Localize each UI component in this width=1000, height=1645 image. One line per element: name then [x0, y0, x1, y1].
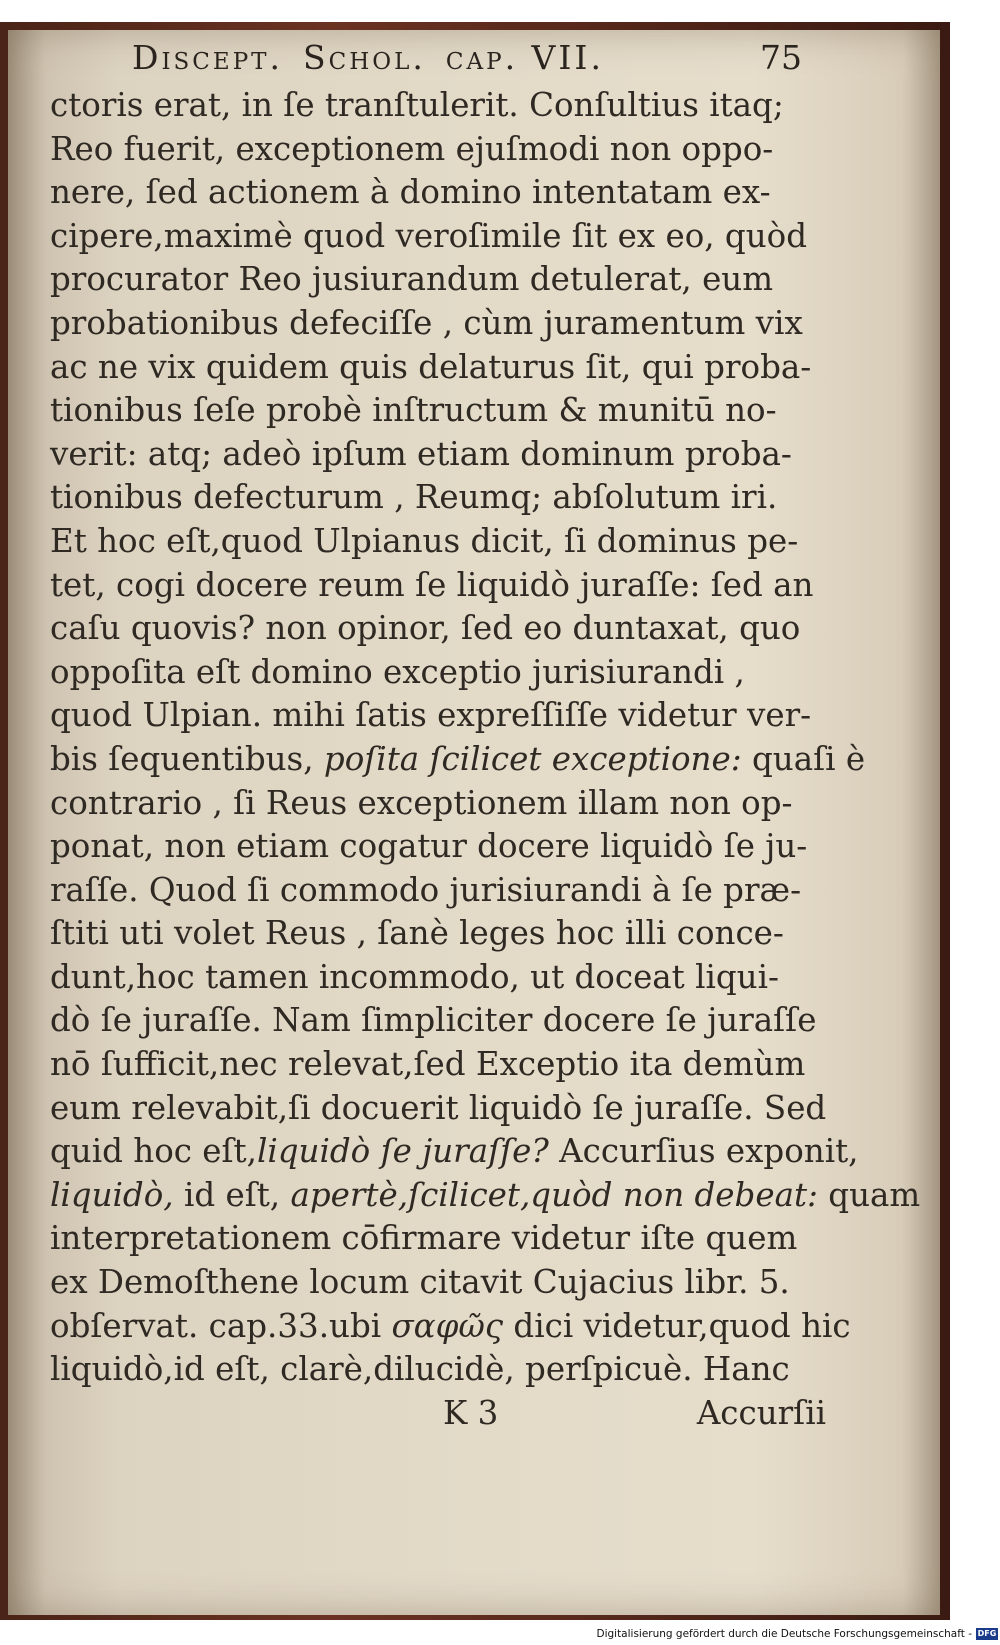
text-line — [50, 1217, 820, 1261]
page-number: 75 — [760, 38, 802, 77]
text-line — [50, 258, 820, 302]
digitization-credit — [580, 1625, 998, 1643]
text-segment: interpretationem cōfirmare videtur iſte quem — [50, 1219, 798, 1258]
text-segment: oppoſita eſt domino exceptio jurisiurandi , — [50, 652, 745, 691]
text-line — [50, 84, 820, 128]
text-segment: contrario , ſi Reus exceptionem illam non op- — [50, 783, 793, 822]
italic-segment: liquidò ſe juraſſe? — [256, 1132, 549, 1171]
text-segment: Et hoc eſt,quod Ulpianus dicit, ſi dominus pe- — [50, 521, 799, 560]
text-line — [50, 1174, 921, 1218]
text-line — [50, 1348, 820, 1392]
catchword: Accurſii — [696, 1394, 826, 1432]
text-line — [50, 346, 820, 390]
text-segment: ctoris erat, in ſe tranſtulerit. Conſultius itaq; — [50, 86, 784, 124]
text-segment: ac ne vix quidem quis delaturus ſit, qui proba- — [50, 347, 812, 386]
text-segment: Accurſius exponit, — [548, 1132, 859, 1171]
text-line — [50, 476, 820, 520]
running-header-part2: Schol. — [303, 38, 426, 77]
text-segment: nō ſufficit,nec relevat,ſed Exceptio ita demùm — [50, 1045, 806, 1084]
text-line — [50, 520, 820, 564]
text-line — [50, 912, 820, 956]
text-line — [50, 1043, 820, 1087]
text-segment: tet, cogi docere reum ſe liquidò juraſſe: ſed an — [50, 565, 814, 604]
text-line — [50, 999, 820, 1043]
text-line — [50, 128, 820, 172]
text-segment: tionibus defecturum , Reumq; abſolutum iri. — [50, 478, 778, 517]
italic-segment: σαφῶς — [391, 1306, 504, 1345]
text-line — [50, 389, 820, 433]
italic-segment: liquidò, — [50, 1175, 174, 1214]
text-segment: probationibus defeciſſe , cùm juramentum vix — [50, 303, 803, 342]
text-line — [50, 825, 820, 869]
text-line — [50, 607, 820, 651]
body-text — [50, 84, 921, 1392]
running-header-part3: cap. VII. — [445, 38, 604, 77]
text-line — [50, 738, 866, 782]
running-header — [132, 38, 832, 84]
text-line — [50, 433, 820, 477]
text-segment: liquidò,id eſt, clarè,dilucidè, perſpicuè. Hanc — [50, 1350, 790, 1389]
text-line — [50, 869, 820, 913]
running-header-part1: Discept. — [132, 38, 283, 77]
text-line — [50, 1261, 820, 1305]
text-segment: raſſe. Quod ſi commodo jurisiurandi à ſe præ- — [50, 870, 802, 909]
text-segment: nere, ſed actionem à domino intentatam ex- — [50, 173, 771, 212]
text-segment: dici videtur,quod hic — [503, 1306, 851, 1345]
text-line — [50, 302, 820, 346]
text-line — [50, 651, 820, 695]
text-line — [50, 694, 820, 738]
text-line — [50, 1130, 859, 1174]
text-segment: ex Demoſthene locum citavit Cujacius libr. 5. — [50, 1263, 790, 1302]
text-segment: quod Ulpian. mihi ſatis expreſſiſſe videtur ver- — [50, 696, 812, 735]
text-segment: ponat, non etiam cogatur docere liquidò ſe ju- — [50, 827, 808, 866]
text-line — [50, 215, 820, 259]
text-segment: bis ſequentibus, — [50, 739, 324, 778]
text-line — [50, 956, 820, 1000]
text-segment: procurator Reo jusiurandum detulerat, eum — [50, 260, 774, 299]
text-segment: verit: atq; adeò ipſum etiam dominum proba- — [50, 434, 792, 473]
text-segment: quaſi è — [741, 739, 866, 778]
text-line — [50, 782, 820, 826]
text-line — [50, 171, 820, 215]
text-segment: ſtiti uti volet Reus , ſanè leges hoc illi conce- — [50, 914, 784, 953]
text-segment: id eſt, — [173, 1175, 291, 1214]
text-segment: dunt,hoc tamen incommodo, ut doceat liqui- — [50, 957, 779, 996]
text-segment: obſervat. cap.33.ubi — [50, 1306, 392, 1345]
text-segment: dò ſe juraſſe. Nam ſimpliciter docere ſe juraſſe — [50, 1001, 817, 1040]
text-segment: quam — [817, 1175, 921, 1214]
page-footer — [50, 1394, 826, 1440]
text-segment: caſu quovis? non opinor, ſed eo duntaxat, quo — [50, 609, 801, 648]
text-segment: Reo fuerit, exceptionem ejuſmodi non oppo- — [50, 129, 774, 168]
dfg-logo-icon: DFG — [977, 1629, 997, 1638]
italic-segment: poſita ſcilicet exceptione: — [323, 739, 742, 778]
text-segment: quid hoc eſt, — [50, 1132, 257, 1171]
text-line — [50, 1305, 851, 1349]
text-segment: cipere,maximè quod veroſimile ſit ex eo, quòd — [50, 216, 808, 255]
credit-text: Digitalisierung gefördert durch die Deutsche Forschungsgemeinschaft - — [596, 1628, 972, 1640]
text-line — [50, 564, 820, 608]
text-line — [50, 1087, 827, 1131]
text-segment: tionibus ſeſe probè inſtructum & munitū no- — [50, 391, 777, 430]
signature-mark: K 3 — [443, 1394, 499, 1432]
text-segment: eum relevabit,ſi docuerit liquidò ſe juraſſe. Sed — [50, 1088, 827, 1127]
italic-segment: apertè,ſcilicet,quòd non debeat: — [290, 1175, 818, 1214]
